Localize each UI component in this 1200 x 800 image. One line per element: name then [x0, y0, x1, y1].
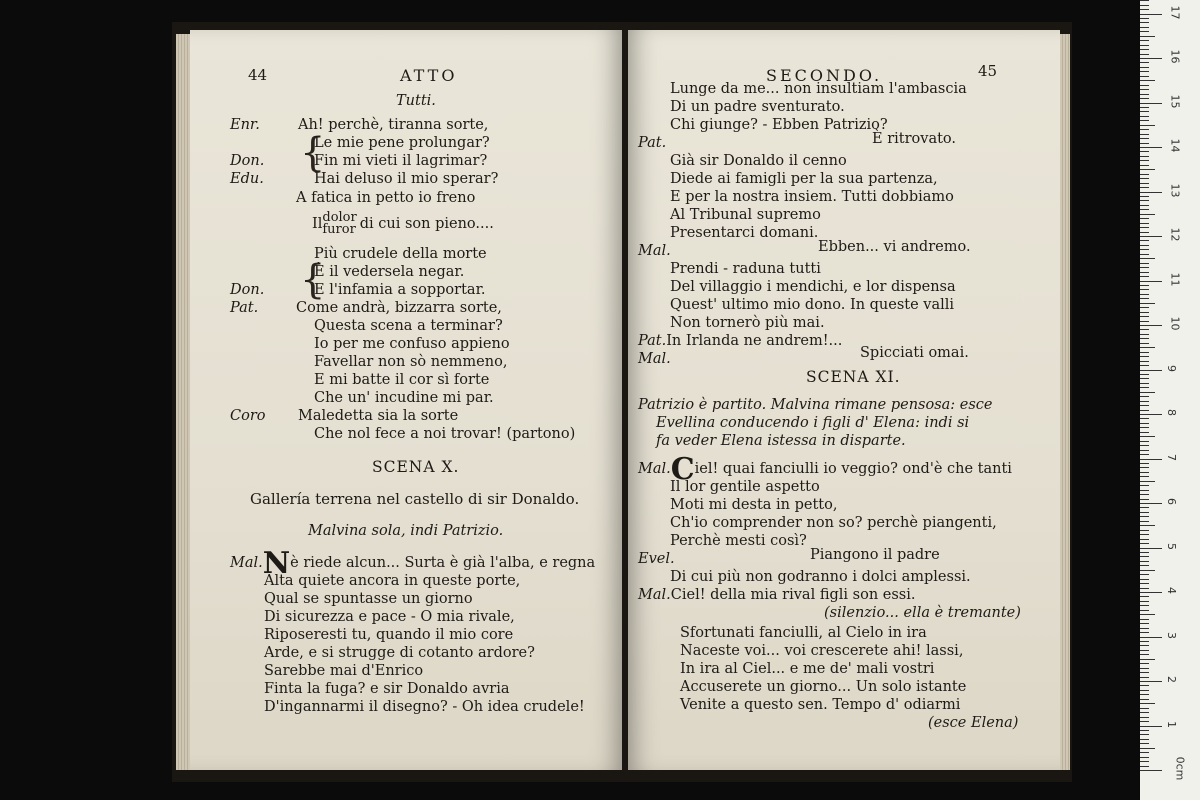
ruler-tick: [1140, 717, 1149, 718]
stage-direction: (esce Elena): [928, 715, 1019, 731]
ruler-tick: [1140, 672, 1149, 673]
ruler-tick: [1140, 472, 1149, 473]
scene-setting: Gallería terrena nel castello di sir Donaldo.: [250, 490, 580, 508]
ruler-tick: [1140, 396, 1149, 397]
ruler-tick: [1140, 98, 1149, 99]
ruler-tick: [1140, 730, 1149, 731]
ruler-tick: [1140, 214, 1155, 215]
ruler-tick: [1140, 178, 1149, 179]
ruler-tick: [1140, 5, 1149, 6]
ruler-tick: [1140, 169, 1155, 170]
ruler-tick: [1140, 378, 1149, 379]
ruler-tick: [1140, 681, 1162, 682]
ruler-tick: [1140, 512, 1149, 513]
ruler-tick: [1140, 525, 1155, 526]
ruler-tick: [1140, 685, 1149, 686]
verse-line: E per la nostra insiem. Tutti dobbiamo: [670, 189, 954, 205]
verse-line: Moti mi desta in petto,: [670, 497, 838, 513]
ruler-tick: [1140, 570, 1155, 571]
verse-line: Quest' ultimo mio dono. In queste valli: [670, 297, 955, 313]
ruler-tick: [1140, 138, 1149, 139]
verse-line: Venite a questo sen. Tempo d' odiarmi: [680, 697, 961, 713]
ruler-tick: [1140, 338, 1149, 339]
ruler-tick: [1140, 579, 1149, 580]
ruler-tick: [1140, 637, 1162, 638]
ruler-tick: [1140, 561, 1149, 562]
verse-line: Favellar non sò nemmeno,: [314, 354, 508, 370]
verse-line: È ritrovato.: [872, 131, 956, 147]
verse-line: Sfortunati fanciulli, al Cielo in ira: [680, 625, 927, 641]
ruler-number: 15: [1168, 94, 1182, 108]
ruler-tick: [1140, 663, 1149, 664]
verse-line: In ira al Ciel... e me de' mali vostri: [680, 661, 935, 677]
ruler-tick: [1140, 374, 1149, 375]
running-head: SECONDO.: [766, 66, 883, 85]
ruler-tick: [1140, 628, 1149, 629]
brace: {: [300, 130, 326, 176]
verse-line: Più crudele della morte: [314, 246, 487, 262]
ruler-tick: [1140, 14, 1162, 15]
speaker-tutti: Tutti.: [396, 93, 436, 109]
ruler-number: 0cm: [1173, 756, 1187, 781]
page-edges-right: [1060, 34, 1070, 770]
ruler-number: 12: [1168, 227, 1182, 242]
running-head: ATTO: [400, 66, 458, 85]
ruler-tick: [1140, 111, 1149, 112]
ruler-tick: [1140, 0, 1149, 1]
ruler-tick: [1140, 383, 1149, 384]
ruler-tick: [1140, 218, 1149, 219]
ruler-tick: [1140, 690, 1149, 691]
ruler-number: 6: [1165, 498, 1178, 505]
ruler-tick: [1140, 49, 1149, 50]
ruler-tick: [1140, 107, 1149, 108]
verse-line: E mi batte il cor sì forte: [314, 372, 490, 388]
verse-line: Non tornerò più mai.: [670, 315, 825, 331]
ruler-tick: [1140, 205, 1149, 206]
ruler-number: 13: [1168, 183, 1182, 197]
ruler-tick: [1140, 481, 1155, 482]
ruler-tick: [1140, 294, 1149, 295]
ruler-tick: [1140, 298, 1149, 299]
ruler-tick: [1140, 507, 1149, 508]
speaker-label: Mal.: [638, 351, 671, 367]
ruler-tick: [1140, 610, 1149, 611]
ruler-tick: [1140, 196, 1149, 197]
verse-line: Ebben... vi andremo.: [818, 239, 971, 255]
ruler-tick: [1140, 450, 1149, 451]
speaker-label: Edu.: [230, 171, 264, 187]
ruler-tick: [1140, 365, 1149, 366]
verse-line: Qual se spuntasse un giorno: [264, 591, 473, 607]
ruler-tick: [1140, 134, 1149, 135]
verse-line: Già sir Donaldo il cenno: [670, 153, 847, 169]
ruler-tick: [1140, 543, 1149, 544]
ruler-tick: [1140, 18, 1149, 19]
ruler-tick: [1140, 227, 1149, 228]
ruler-number: 5: [1165, 542, 1178, 550]
ruler-tick: [1140, 267, 1149, 268]
ruler-tick: [1140, 601, 1149, 602]
ruler-tick: [1140, 89, 1149, 90]
ruler-tick: [1140, 752, 1149, 753]
ruler-tick: [1140, 200, 1149, 201]
scene-title: SCENA X.: [372, 458, 460, 476]
verse-line: Che nol fece a noi trovar! (partono): [314, 426, 576, 442]
verse-line: Di cui più non godranno i dolci amplessi.: [670, 569, 971, 585]
ruler-tick: [1140, 556, 1149, 557]
verse-word: di cui son pieno....: [359, 216, 494, 232]
ruler-tick: [1140, 272, 1149, 273]
speaker-label: Mal.: [638, 587, 671, 603]
ruler-tick: [1140, 147, 1162, 148]
ruler-tick: [1140, 22, 1149, 23]
stage-direction: Evellina conducendo i figli d' Elena: indi si: [656, 415, 970, 431]
ruler-tick: [1140, 441, 1149, 442]
verse-line: Prendi - raduna tutti: [670, 261, 821, 277]
ruler-tick: [1140, 494, 1149, 495]
ruler-tick: [1140, 58, 1162, 59]
verse-line: Hai deluso il mio sperar?: [314, 171, 499, 187]
verse-line: Diede ai famigli per la sua partenza,: [670, 171, 938, 187]
ruler-tick: [1140, 223, 1149, 224]
ruler-tick: [1140, 361, 1149, 362]
ruler-tick: [1140, 370, 1162, 371]
ruler-tick: [1140, 183, 1149, 184]
right-page: [628, 30, 1060, 770]
ruler-tick: [1140, 583, 1149, 584]
speaker-label: Mal.: [638, 461, 671, 477]
drop-cap: N: [262, 546, 291, 581]
ruler-tick: [1140, 329, 1149, 330]
ruler-tick: [1140, 401, 1149, 402]
ruler-tick: [1140, 156, 1149, 157]
ruler-tick: [1140, 650, 1149, 651]
ruler-tick: [1140, 410, 1149, 411]
ruler-tick: [1140, 414, 1162, 415]
brace: {: [300, 257, 326, 303]
ruler-tick: [1140, 757, 1149, 758]
verse-line: Le mie pene prolungar?: [314, 135, 490, 151]
verse-line: Arde, e si strugge di cotanto ardore?: [264, 645, 535, 661]
ruler-tick: [1140, 334, 1149, 335]
ruler-tick: [1140, 632, 1149, 633]
ruler-number: 7: [1165, 453, 1178, 461]
drop-cap: C: [670, 452, 695, 487]
speaker-label: Enr.: [230, 117, 260, 133]
verse-text: In Irlanda ne andrem!...: [666, 333, 843, 349]
ruler-tick: [1140, 565, 1149, 566]
ruler-tick: [1140, 62, 1149, 63]
ruler-tick: [1140, 80, 1155, 81]
ruler-tick: [1140, 641, 1149, 642]
ruler-number: 16: [1168, 49, 1182, 64]
verse-line: Questa scena a terminar?: [314, 318, 503, 334]
verse-line: Il lor gentile aspetto: [670, 479, 820, 495]
ruler-number: 8: [1165, 409, 1178, 416]
ruler-tick: [1140, 321, 1149, 322]
verse-word: furor: [322, 222, 356, 237]
verse-line: Lunge da me... non insultiam l'ambascia: [670, 81, 967, 97]
scene-title: SCENA XI.: [806, 368, 901, 386]
verse-line-stacked: [312, 212, 494, 236]
verse-text: iel! quai fanciulli io veggio? ond'è che tanti: [694, 461, 1012, 477]
verse-line: Alta quiete ancora in queste porte,: [264, 573, 521, 589]
ruler-tick: [1140, 285, 1149, 286]
ruler-tick: [1140, 521, 1149, 522]
ruler-tick: [1140, 76, 1149, 77]
ruler-tick: [1140, 187, 1149, 188]
ruler-tick: [1140, 427, 1149, 428]
ruler-tick: [1140, 623, 1149, 624]
ruler-tick: [1140, 312, 1149, 313]
ruler-tick: [1140, 534, 1149, 535]
ruler-tick: [1140, 539, 1149, 540]
ruler-tick: [1140, 40, 1149, 41]
ruler-number: 11: [1168, 272, 1182, 286]
ruler-tick: [1140, 588, 1149, 589]
stage-direction: fa veder Elena istessa in disparte.: [656, 433, 906, 449]
verse-line: Fin mi vieti il lagrimar?: [314, 153, 488, 169]
ruler-tick: [1140, 103, 1162, 104]
verse-line: Presentarci domani.: [670, 225, 819, 241]
ruler-tick: [1140, 9, 1149, 10]
ruler-tick: [1140, 721, 1149, 722]
ruler-tick: [1140, 712, 1149, 713]
ruler-tick: [1140, 276, 1149, 277]
ruler-tick: [1140, 436, 1155, 437]
ruler-tick: [1140, 352, 1149, 353]
ruler-tick: [1140, 770, 1162, 771]
ruler-tick: [1140, 703, 1155, 704]
speaker-label: Pat.: [230, 300, 259, 316]
ruler-tick: [1140, 677, 1149, 678]
verse-line: Ah! perchè, tiranna sorte,: [298, 117, 489, 133]
verse-line: Io per me confuso appieno: [314, 336, 510, 352]
ruler-tick: [1140, 27, 1149, 28]
verse-line: E l'infamia a sopportar.: [314, 282, 486, 298]
ruler-tick: [1140, 734, 1149, 735]
ruler-tick: [1140, 459, 1162, 460]
ruler-tick: [1140, 766, 1149, 767]
ruler-tick: [1140, 151, 1149, 152]
ruler-tick: [1140, 503, 1162, 504]
ruler-tick: [1140, 281, 1162, 282]
ruler-tick: [1140, 592, 1162, 593]
ruler-tick: [1140, 125, 1155, 126]
ruler-tick: [1140, 423, 1149, 424]
ruler-number: 4: [1165, 587, 1178, 594]
ruler-tick: [1140, 387, 1149, 388]
ruler-tick: [1140, 116, 1149, 117]
ruler-tick: [1140, 574, 1149, 575]
ruler-tick: [1140, 245, 1149, 246]
ruler-tick: [1140, 232, 1149, 233]
ruler-tick: [1140, 36, 1155, 37]
left-page: [190, 30, 622, 770]
ruler-tick: [1140, 129, 1149, 130]
verse-line: Piangono il padre: [810, 547, 940, 563]
verse-line: Sarebbe mai d'Enrico: [264, 663, 424, 679]
ruler-tick: [1140, 694, 1149, 695]
ruler-tick: [1140, 739, 1149, 740]
speaker-label: Mal.: [230, 555, 263, 571]
speaker-label: Mal.: [638, 243, 671, 259]
ruler-number: 17: [1168, 5, 1182, 19]
ruler-tick: [1140, 67, 1149, 68]
ruler-tick: [1140, 209, 1149, 210]
measuring-ruler: [1140, 0, 1200, 800]
ruler-tick: [1140, 263, 1149, 264]
ruler-tick: [1140, 476, 1149, 477]
ruler-tick: [1140, 303, 1155, 304]
verse-text: è riede alcun... Surta è già l'alba, e regna: [290, 555, 596, 571]
ruler-tick: [1140, 192, 1162, 193]
verse-line: Al Tribunal supremo: [670, 207, 821, 223]
ruler-number: 9: [1165, 364, 1178, 372]
ruler-tick: [1140, 120, 1149, 121]
page-number: 45: [978, 62, 998, 80]
page-edges-left: [176, 34, 190, 770]
verse-line-with-speaker: [638, 586, 916, 604]
ruler-tick: [1140, 761, 1149, 762]
ruler-tick: [1140, 289, 1149, 290]
ruler-number: 1: [1165, 720, 1178, 728]
ruler-tick: [1140, 258, 1155, 259]
ruler-tick: [1140, 614, 1155, 615]
page-number: 44: [248, 66, 268, 84]
speaker-label: Don.: [230, 282, 265, 298]
speaker-label: Pat.: [638, 135, 667, 151]
verse-text: Ciel! della mia rival figli son essi.: [670, 587, 916, 603]
ruler-tick: [1140, 552, 1149, 553]
verse-line: Riposeresti tu, quando il mio core: [264, 627, 514, 643]
speaker-label: Pat.: [638, 333, 667, 349]
ruler-tick: [1140, 31, 1149, 32]
verse-line: Di sicurezza e pace - O mia rivale,: [264, 609, 515, 625]
verse-line: D'ingannarmi il disegno? - Oh idea crudele!: [264, 699, 585, 715]
ruler-tick: [1140, 236, 1162, 237]
ruler-tick: [1140, 45, 1149, 46]
ruler-tick: [1140, 596, 1149, 597]
ruler-number: 3: [1165, 631, 1178, 639]
stage-direction: Patrizio è partito. Malvina rimane pensosa: esce: [638, 397, 993, 413]
ruler-tick: [1140, 490, 1149, 491]
ruler-tick: [1140, 94, 1149, 95]
ruler-tick: [1140, 516, 1149, 517]
verse-line: Perchè mesti così?: [670, 533, 807, 549]
ruler-tick: [1140, 392, 1155, 393]
ruler-tick: [1140, 726, 1162, 727]
ruler-tick: [1140, 418, 1149, 419]
speaker-label: Don.: [230, 153, 265, 169]
stacked-words: [322, 212, 356, 236]
verse-word: dolor: [322, 210, 357, 225]
ruler-number: 14: [1168, 138, 1182, 153]
verse-line: Come andrà, bizzarra sorte,: [296, 300, 502, 316]
verse-line: Spicciati omai.: [860, 345, 969, 361]
ruler-number: 10: [1168, 316, 1182, 331]
ruler-tick: [1140, 605, 1149, 606]
ruler-tick: [1140, 316, 1149, 317]
verse-line: Ch'io comprender non so? perchè piangenti,: [670, 515, 997, 531]
ruler-tick: [1140, 54, 1149, 55]
ruler-tick: [1140, 356, 1149, 357]
ruler-tick: [1140, 143, 1149, 144]
ruler-tick: [1140, 307, 1149, 308]
ruler-tick: [1140, 325, 1162, 326]
stage-direction: (silenzio... ella è tremante): [824, 605, 1021, 621]
ruler-tick: [1140, 743, 1149, 744]
verse-line: Maledetta sia la sorte: [298, 408, 459, 424]
ruler-tick: [1140, 405, 1149, 406]
ruler-tick: [1140, 454, 1149, 455]
verse-line: Naceste voi... voi crescerete ahi! lassi,: [680, 643, 964, 659]
ruler-tick: [1140, 71, 1149, 72]
verse-word: Il: [312, 216, 323, 232]
ruler-tick: [1140, 432, 1149, 433]
ruler-tick: [1140, 645, 1149, 646]
ruler-tick: [1140, 343, 1149, 344]
verse-line: Finta la fuga? e sir Donaldo avria: [264, 681, 510, 697]
ruler-tick: [1140, 548, 1162, 549]
ruler-tick: [1140, 654, 1149, 655]
ruler-tick: [1140, 530, 1149, 531]
ruler-tick: [1140, 160, 1149, 161]
ruler-tick: [1140, 619, 1149, 620]
scene-characters: Malvina sola, indi Patrizio.: [308, 523, 504, 539]
ruler-tick: [1140, 445, 1149, 446]
ruler-tick: [1140, 668, 1149, 669]
verse-line: Che un' incudine mi par.: [314, 390, 494, 406]
ruler-tick: [1140, 659, 1155, 660]
ruler-tick: [1140, 347, 1155, 348]
speaker-label: Coro: [230, 408, 266, 424]
ruler-tick: [1140, 165, 1149, 166]
ruler-tick: [1140, 463, 1149, 464]
verse-line: Di un padre sventurato.: [670, 99, 845, 115]
ruler-tick: [1140, 85, 1149, 86]
ruler-tick: [1140, 699, 1149, 700]
verse-line: Chi giunge? - Ebben Patrizio?: [670, 117, 888, 133]
verse-line: A fatica in petto io freno: [296, 190, 476, 206]
verse-line: È il vedersela negar.: [314, 264, 465, 280]
ruler-tick: [1140, 249, 1149, 250]
verse-line-with-speaker: [638, 332, 842, 350]
ruler-tick: [1140, 485, 1149, 486]
ruler-tick: [1140, 708, 1149, 709]
verse-line: Accuserete un giorno... Un solo istante: [680, 679, 967, 695]
ruler-tick: [1140, 254, 1149, 255]
speaker-label: Evel.: [638, 551, 675, 567]
verse-line: Del villaggio i mendichi, e lor dispensa: [670, 279, 956, 295]
ruler-tick: [1140, 499, 1149, 500]
ruler-tick: [1140, 467, 1149, 468]
ruler-tick: [1140, 174, 1149, 175]
open-book: [172, 22, 1072, 782]
ruler-tick: [1140, 748, 1155, 749]
ruler-tick: [1140, 240, 1149, 241]
ruler-number: 2: [1165, 676, 1178, 683]
